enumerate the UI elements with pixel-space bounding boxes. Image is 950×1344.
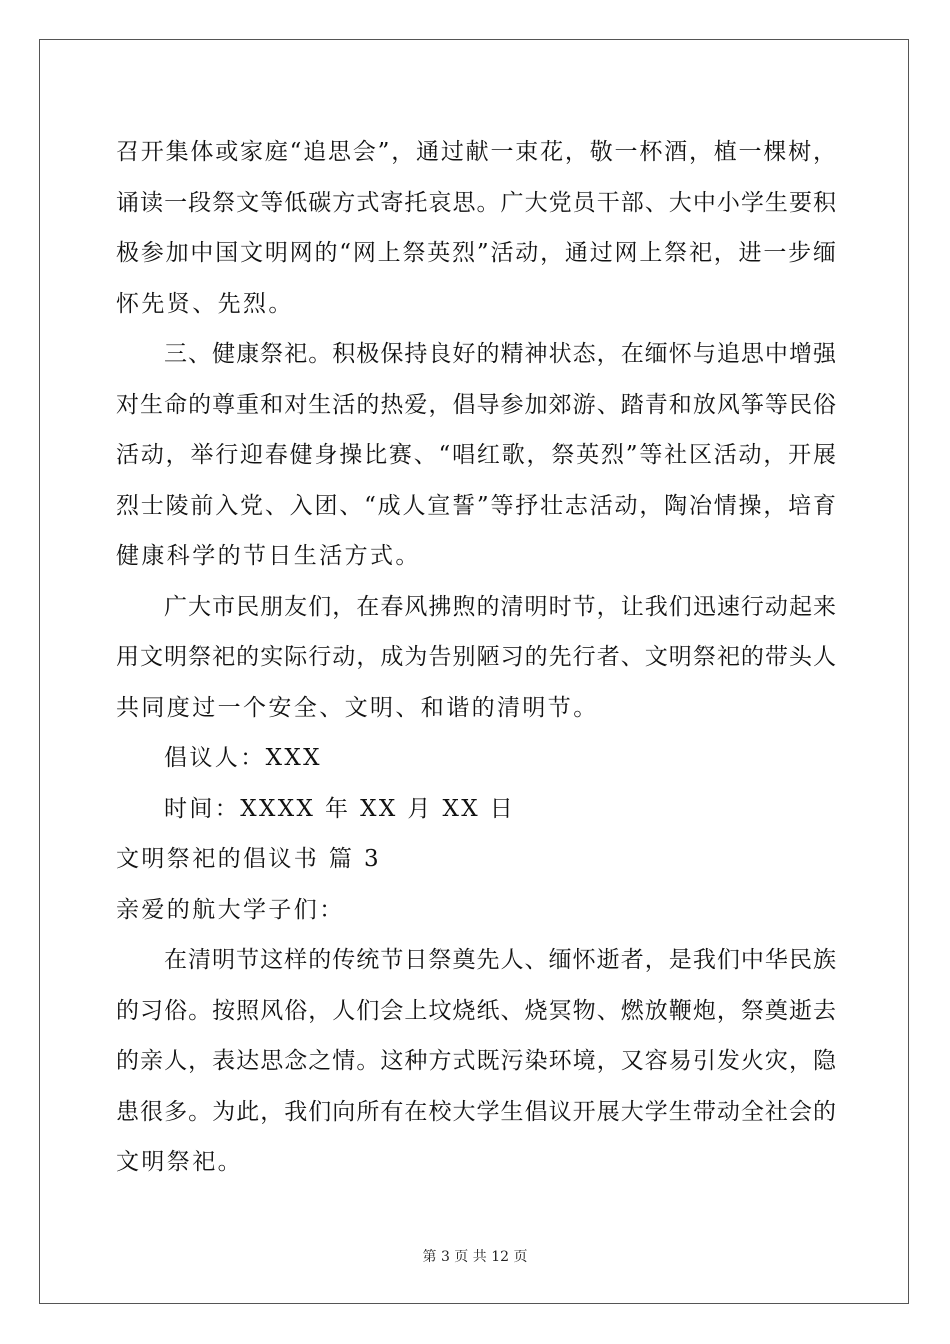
body-line: 极参加中国文明网的“网上祭英烈”活动，通过网上祭祀，进一步缅 — [116, 240, 836, 266]
date-line: 时间：XXXX 年 XX 月 XX 日 — [164, 795, 516, 822]
body-line: 文明祭祀。 — [116, 1149, 243, 1175]
page-number: 第 3 页 共 12 页 — [422, 1249, 528, 1265]
document-body — [116, 127, 836, 1188]
body-line: 的习俗。按照风俗，人们会上坟烧纸、烧冥物、燃放鞭炮，祭奠逝去 — [116, 997, 836, 1024]
body-line: 患很多。为此，我们向所有在校大学生倡议开展大学生带动全社会的 — [116, 1098, 836, 1125]
initiator-line: 倡议人：XXX — [164, 745, 322, 771]
body-line: 健康科学的节日生活方式。 — [116, 543, 421, 569]
section-title: 文明祭祀的倡议书 篇 3 — [116, 846, 382, 872]
body-line: 活动，举行迎春健身操比赛、“唱红歌，祭英烈”等社区活动，开展 — [116, 442, 836, 468]
body-line: 召开集体或家庭“追思会”，通过献一束花，敬一杯酒，植一棵树， — [116, 139, 836, 165]
body-line: 广大市民朋友们，在春风拂煦的清明时节，让我们迅速行动起来 — [164, 593, 836, 620]
body-line: 诵读一段祭文等低碳方式寄托哀思。广大党员干部、大中小学生要积 — [116, 189, 836, 216]
body-line: 烈士陵前入党、入团、“成人宣誓”等抒壮志活动，陶冶情操，培育 — [116, 492, 836, 519]
body-line: 共同度过一个安全、文明、和谐的清明节。 — [116, 694, 599, 721]
body-line: 用文明祭祀的实际行动，成为告别陋习的先行者、文明祭祀的带头人 — [116, 644, 836, 670]
body-line: 在清明节这样的传统节日祭奠先人、缅怀逝者，是我们中华民族 — [164, 947, 836, 973]
body-line: 对生命的尊重和对生活的热爱，倡导参加郊游、踏青和放风筝等民俗 — [116, 391, 836, 418]
body-line: 怀先贤、先烈。 — [116, 290, 294, 317]
body-line: 的亲人，表达思念之情。这种方式既污染环境，又容易引发火灾，隐 — [116, 1048, 836, 1074]
body-line: 三、健康祭祀。积极保持良好的精神状态，在缅怀与追思中增强 — [164, 341, 836, 367]
salutation: 亲爱的航大学子们： — [116, 896, 345, 923]
